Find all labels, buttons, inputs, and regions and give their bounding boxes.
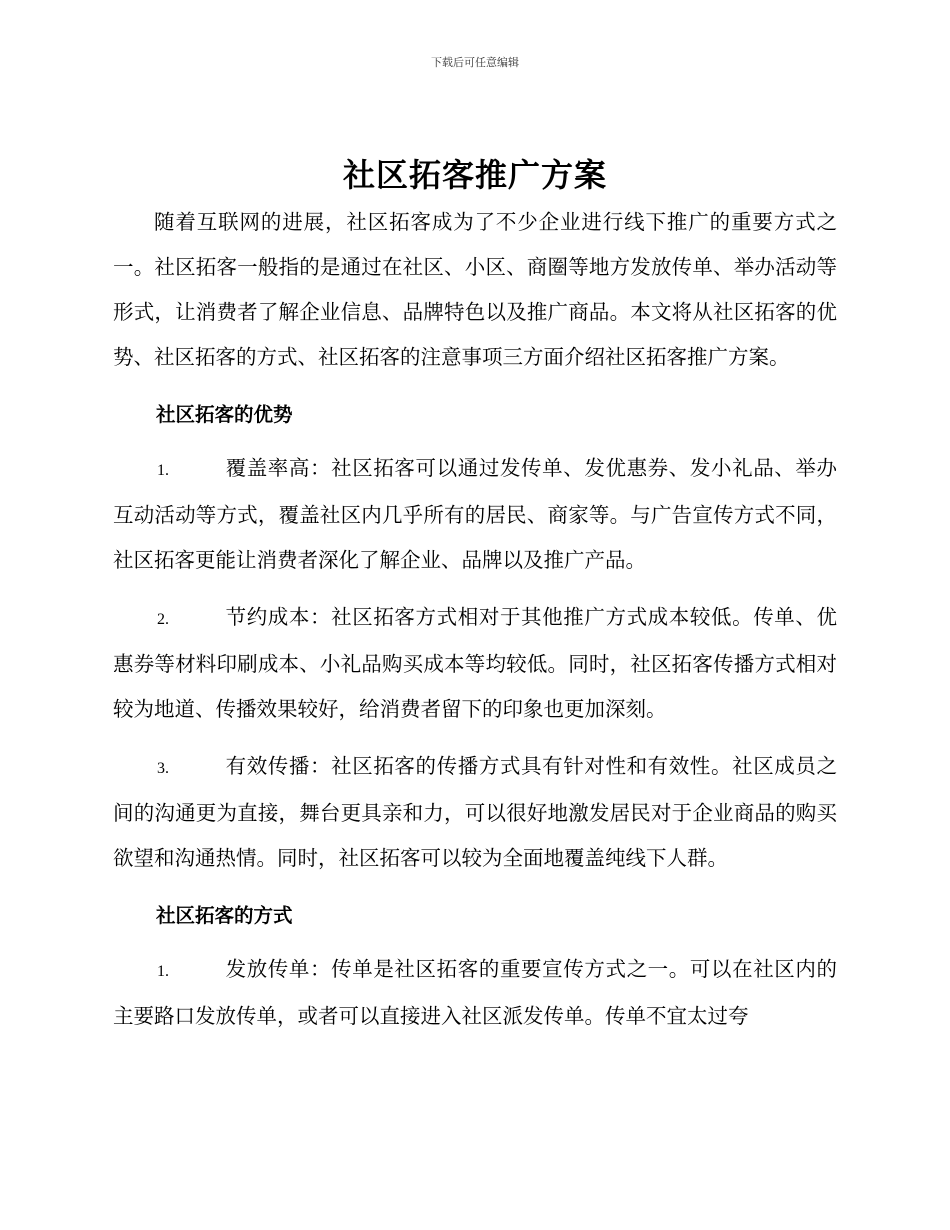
list-number: 1. [157,963,169,980]
list-item-text: 节约成本：社区拓客方式相对于其他推广方式成本较低。传单、优惠券等材料印刷成本、小礼品购买成本等均较低。同时，社区拓客传播方式相对较为地道、传播效果较好，给消费者留下的印象也更加深刻。 [113,605,837,721]
section-methods [113,893,837,1039]
section-advantages [113,392,837,881]
intro-paragraph: 随着互联网的进展，社区拓客成为了不少企业进行线下推广的重要方式之一。社区拓客一般指的是通过在社区、小区、商圈等地方发放传单、举办活动等形式，让消费者了解企业信息、品牌特色以及推广商品。本文将从社区拓客的优势、社区拓客的方式、社区拓客的注意事项三方面介绍社区拓客推广方案。 [113,210,837,369]
list-number: 3. [157,760,169,777]
document-title: 社区拓客推广方案 [342,156,607,194]
list-item-text: 覆盖率高：社区拓客可以通过发传单、发优惠券、发小礼品、举办互动活动等方式，覆盖社区内几乎所有的居民、商家等。与广告宣传方式不同，社区拓客更能让消费者深化了解企业、品牌以及推广产品。 [113,456,837,572]
list-item [113,595,837,732]
document-body [113,200,837,1051]
section-heading: 社区拓客的优势 [156,403,293,426]
list-item [113,947,837,1039]
section-heading: 社区拓客的方式 [156,904,293,927]
list-item-text: 有效传播：社区拓客的传播方式具有针对性和有效性。社区成员之间的沟通更为直接，舞台更具亲和力，可以很好地激发居民对于企业商品的购买欲望和沟通热情。同时，社区拓客可以较为全面地覆盖纯线下人群。 [113,754,837,870]
list-number: 1. [157,462,169,479]
list-item [113,744,837,881]
list-item [113,446,837,583]
page-header: 下载后可任意编辑 [431,56,519,69]
list-item-text: 发放传单：传单是社区拓客的重要宣传方式之一。可以在社区内的主要路口发放传单，或者可以直接进入社区派发传单。传单不宜太过夸 [113,957,837,1028]
list-number: 2. [157,611,169,628]
